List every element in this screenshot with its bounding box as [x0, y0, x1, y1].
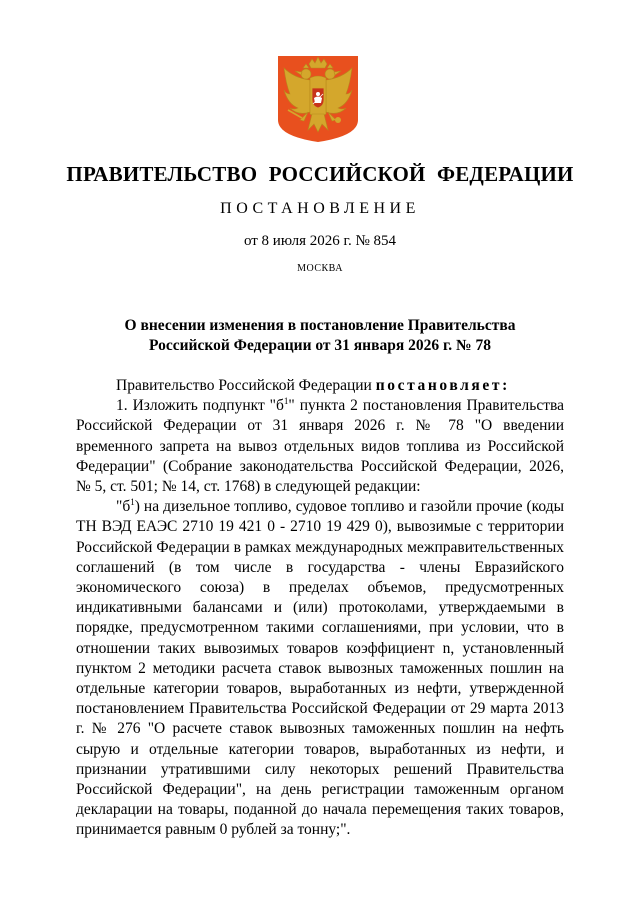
item-1-superscript: 1 [283, 396, 289, 407]
quote-superscript: 1 [130, 497, 135, 508]
coat-of-arms-icon [276, 54, 360, 144]
subject-line-1: О внесении изменения в постановление Правительства [124, 317, 516, 334]
quote-text-start: "б [116, 498, 131, 516]
item-1-paragraph [76, 396, 564, 497]
subject-line-2: Российской Федерации от 31 января 2026 г. № 78 [149, 337, 491, 354]
document-city: МОСКВА [297, 263, 343, 274]
intro-paragraph [76, 376, 564, 396]
decree-verb: постановляет: [375, 377, 510, 394]
document-type: ПОСТАНОВЛЕНИЕ [220, 200, 420, 217]
intro-prefix: Правительство Российской Федерации [116, 377, 372, 394]
item-1-text-end: " пункта 2 постановления Правительства Российской Федерации от 31 января 2026 г. № 78 "О введении временного запрета на вывоз отдельных видов топлива из Российской Федерации" (Собрание законодательства Российской Федерации, 2026, № 5, ст. 501; № 14, ст. 1768) в следующей редакции: [76, 397, 565, 496]
quoted-provision-paragraph [76, 497, 564, 840]
document-date-number: от 8 июля 2026 г. № 854 [243, 233, 397, 249]
quote-text-end: ) на дизельное топливо, судовое топливо и газойли прочие (коды ТН ВЭД ЕАЭС 2710 19 421 0 - 2710 19 429 0), вывозимые с территории Российской Федерации в рамках международных межправительственных соглашений (в том числе в государства - члены Евразийского экономического союза) в пределах объемов, предусмотренных индикативными балансами и (или) протоколами, утверждаемыми в порядке, предусмотренном такими соглашениями, при условии, что в отношении таких вывозимых товаров коэффициент n, установленный пунктом 2 методики расчета ставок вывозных таможенных пошлин на отдельные категории товаров, выработанных из нефти, утвержденной постановлением Правительства Российской Федерации от 29 марта 2013 г. № 276 "О расчете ставок вывозных таможенных пошлин на нефть сырую и отдельные категории товаров, выработанных из нефти, и признании утратившими силу некоторых решений Правительства Российской Федерации", на день регистрации таможенным органом декларации на товары, поданной до начала перемещения таких товаров, принимается равным 0 рублей за тонну;". [76, 498, 564, 839]
organization-title: ПРАВИТЕЛЬСТВО РОССИЙСКОЙ ФЕДЕРАЦИИ [66, 162, 574, 186]
item-1-text-start: 1. Изложить подпункт "б [116, 397, 284, 415]
document-subject [0, 316, 640, 356]
document-body [76, 376, 564, 841]
